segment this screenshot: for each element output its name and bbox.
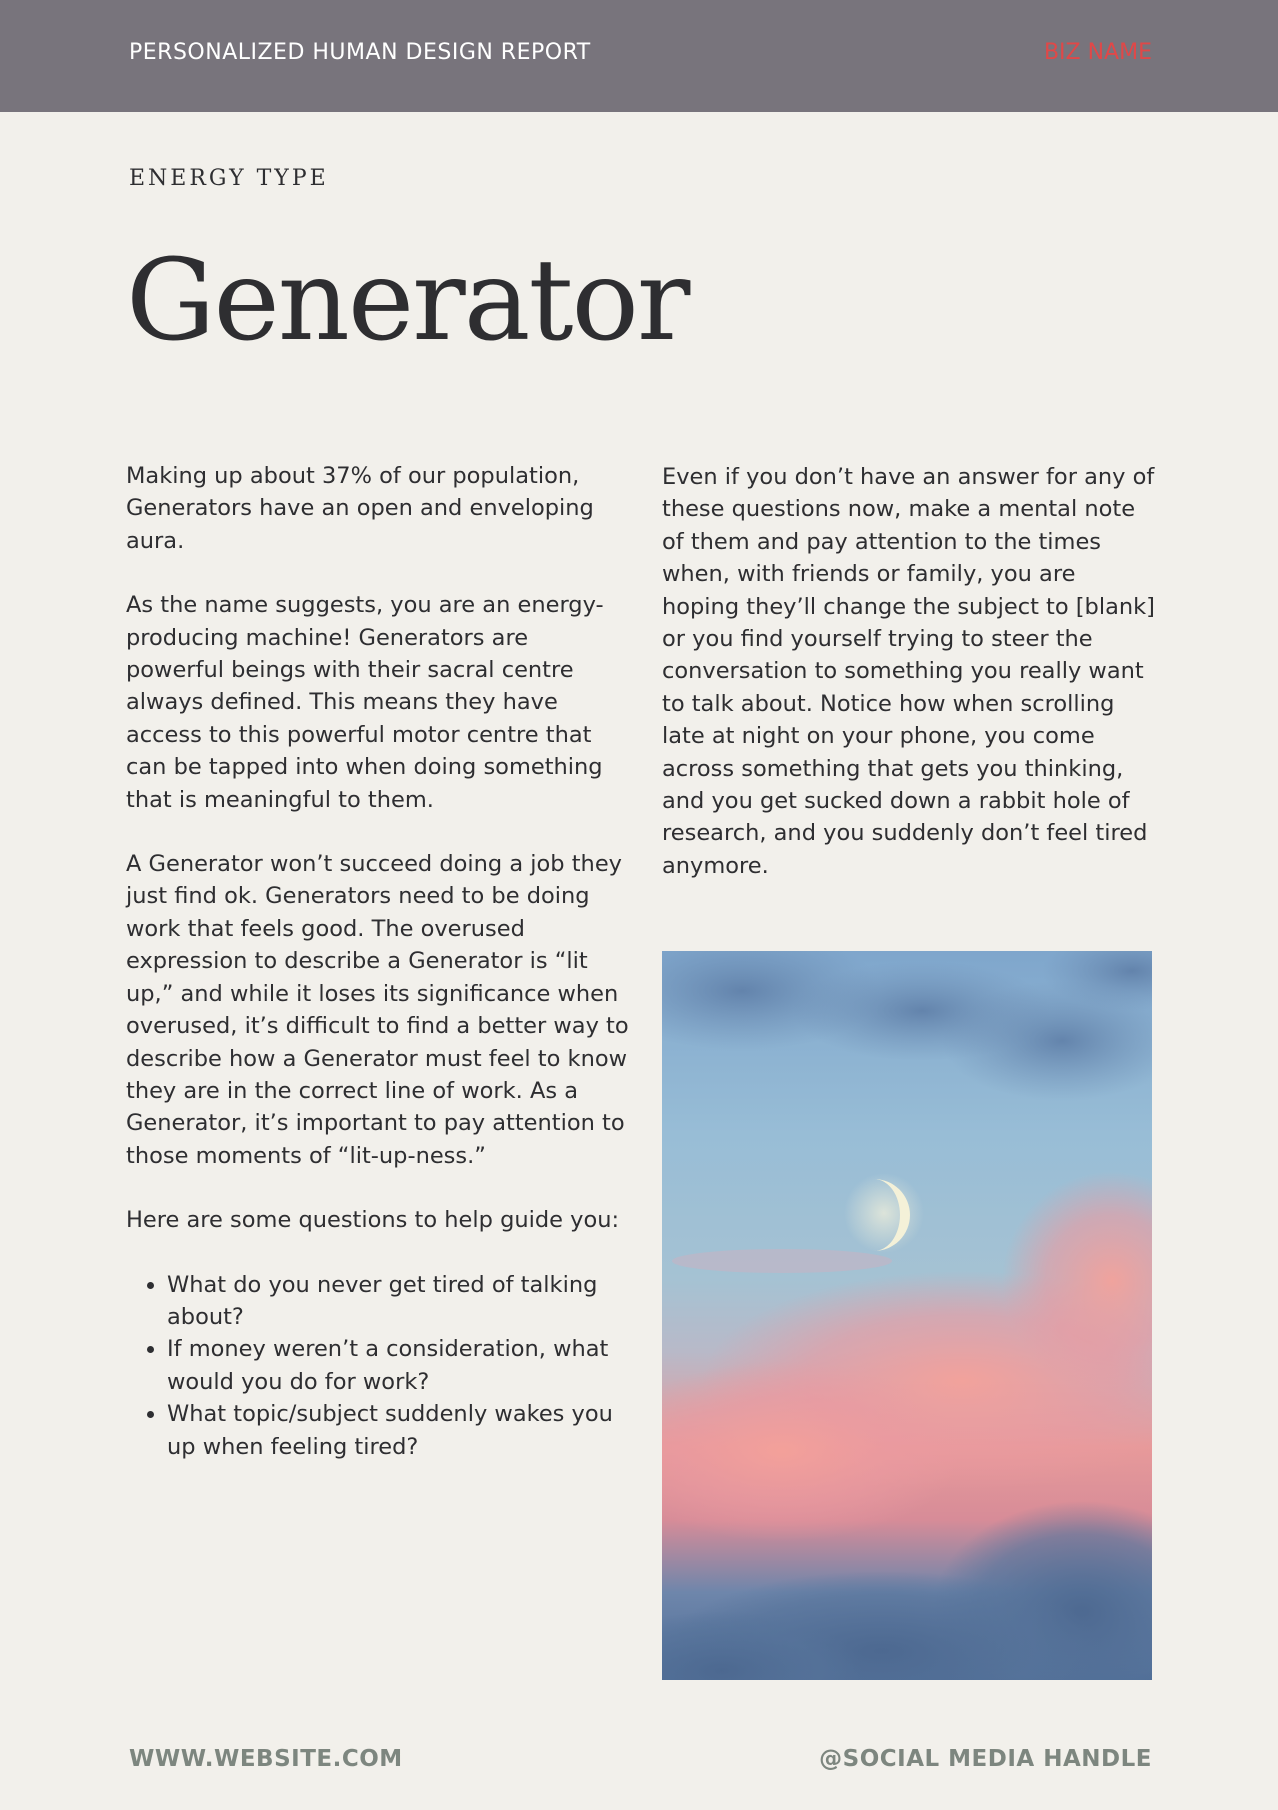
question-item: • If money weren’t a consideration, what would you do for work? (167, 1333, 631, 1398)
questions-intro: Here are some questions to help guide you: (126, 1207, 620, 1234)
questions-list (126, 1269, 631, 1463)
sky-illustration (662, 951, 1152, 1680)
sky-moon-image (662, 951, 1152, 1680)
page-headline: Generator (126, 236, 689, 366)
report-title: PERSONALIZED HUMAN DESIGN REPORT (129, 40, 591, 65)
question-item: • What do you never get tired of talking about? (167, 1269, 631, 1334)
intro-paragraph: Making up about 37% of our population, Generators have an open and enveloping aura. (126, 463, 594, 554)
work-paragraph: A Generator won’t succeed doing a job they just find ok. Generators need to be doing work that feels good. The overused expression to describe a Generator is “lit up,” and while it loses its significance when overused, it’s difficult to find a better way to describe how a Generator must feel to know they are in the correct line of work. As a Generator, it’s important to pay attention to those moments of “lit-up-ness.” (126, 851, 629, 1169)
website-link[interactable]: WWW.WEBSITE.COM (129, 1746, 403, 1772)
energy-paragraph: As the name suggests, you are an energy-producing machine! Generators are powerful beings with their sacral centre always defined. This means they have access to this powerful motor centre that can be tapped into when doing something that is meaningful to them. (126, 592, 604, 813)
header-bar (0, 0, 1278, 112)
question-item: • What topic/subject suddenly wakes you up when feeling tired? (167, 1398, 631, 1463)
biz-name[interactable]: BIZ NAME (1043, 40, 1152, 65)
left-column (126, 460, 631, 1463)
reflection-paragraph: Even if you don’t have an answer for any of these questions now, make a mental note of them and pay attention to the times when, with friends or family, you are hoping they’ll change the subject to [blank] or you find yourself trying to steer the conversation to something you really want to talk about. Notice how when scrolling late at night on your phone, you come across something that gets you thinking, and you get sucked down a rabbit hole of research, and you suddenly don’t feel tired anymore. (662, 464, 1155, 879)
right-column (662, 461, 1158, 914)
section-kicker: ENERGY TYPE (129, 166, 329, 191)
social-handle-link[interactable]: @SOCIAL MEDIA HANDLE (819, 1746, 1152, 1772)
